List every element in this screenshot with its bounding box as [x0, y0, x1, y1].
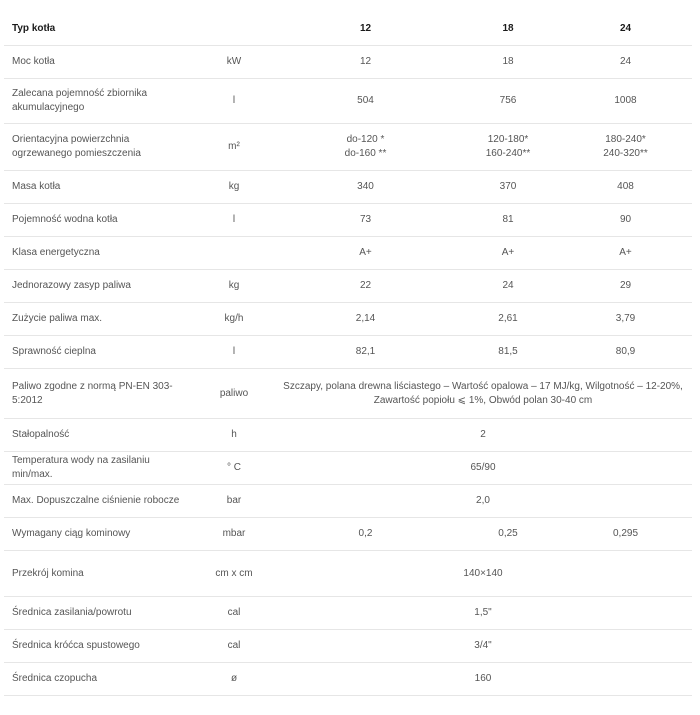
row-value: 82,1 [355, 346, 376, 357]
table-row [4, 336, 692, 369]
row-name: Średnica czopucha [12, 673, 98, 684]
table-row [4, 518, 692, 551]
row-value: 73 [359, 214, 372, 225]
row-unit: cm x cm [215, 567, 253, 579]
row-unit: l [232, 346, 236, 357]
row-value: 370 [499, 181, 517, 192]
row-unit: h [231, 429, 237, 440]
row-unit: kg [228, 181, 240, 192]
row-name: Orientacyjna powierzchnia ogrzewanego pomieszczenia [12, 134, 141, 159]
row-value: A+ [501, 247, 515, 258]
row-value: 24 [502, 280, 514, 291]
row-value: 81 [502, 214, 514, 225]
row-value [274, 133, 457, 161]
row-value: 29 [619, 280, 632, 291]
row-name: Jednorazowy zasyp paliwa [12, 280, 131, 291]
row-value: 12 [359, 56, 372, 67]
row-value-line: do-120 * [346, 134, 385, 145]
row-name: Zalecana pojemność zbiornika akumulacyjnego [12, 88, 148, 113]
row-name: Wymagany ciąg kominowy [12, 528, 131, 539]
row-unit: cal [227, 607, 241, 618]
row-value: 81,5 [498, 346, 518, 357]
row-value: 18 [502, 56, 514, 67]
row-value-line: 120-180* [487, 134, 529, 145]
row-name: Sprawność cieplna [12, 346, 96, 357]
row-value-line: do-160 ** [344, 148, 387, 159]
table-row [4, 551, 692, 597]
table-row [4, 124, 692, 171]
row-value [457, 133, 559, 161]
row-name: Max. Dopuszczalne ciśnienie robocze [12, 495, 180, 506]
row-value: 24 [619, 56, 632, 67]
row-unit: ø [230, 673, 238, 684]
row-name: Stałopalność [12, 429, 70, 440]
row-value: 408 [617, 181, 634, 192]
row-shared-value: 160 [474, 673, 492, 684]
row-value-line: 240-320** [603, 148, 648, 159]
row-unit: kg [228, 280, 240, 291]
row-unit: mbar [222, 528, 246, 539]
row-name: Masa kotła [12, 181, 61, 192]
header-label: Typ kotła [12, 22, 56, 34]
row-value: 90 [619, 214, 632, 225]
row-value [559, 133, 692, 161]
row-name: Temperatura wody na zasilaniu min/max. [12, 455, 150, 480]
row-value: 0,2 [358, 528, 373, 539]
table-row [4, 630, 692, 663]
row-value: 3,79 [615, 313, 636, 324]
table-header-row [4, 12, 692, 46]
row-shared-value: 140×140 [463, 567, 503, 579]
row-name: Klasa energetyczna [12, 247, 100, 258]
row-value: 22 [359, 280, 372, 291]
header-col-24: 24 [619, 22, 632, 34]
row-value-line: 180-240* [605, 134, 646, 145]
row-unit: cal [227, 640, 241, 651]
row-value: A+ [359, 247, 372, 258]
row-value: 504 [357, 95, 374, 106]
table-row [4, 204, 692, 237]
row-shared-value: 2 [480, 429, 486, 440]
table-row [4, 46, 692, 79]
row-unit: kg/h [224, 313, 244, 324]
table-row [4, 79, 692, 124]
row-name: Średnica zasilania/powrotu [12, 607, 132, 618]
row-shared-value: 3/4" [474, 640, 492, 651]
row-name: Pojemność wodna kotła [12, 214, 118, 225]
row-shared-value: 1,5" [474, 607, 492, 618]
row-unit: ° C [227, 462, 241, 473]
row-unit: l [232, 95, 236, 106]
table-row [4, 303, 692, 336]
table-row [4, 663, 692, 696]
row-value: 0,25 [498, 528, 518, 539]
row-unit: paliwo [219, 387, 249, 399]
row-shared-value: 2,0 [476, 495, 490, 506]
row-name: Moc kotła [12, 56, 55, 67]
row-value: 2,14 [355, 313, 376, 324]
row-name: Zużycie paliwa max. [12, 313, 103, 324]
row-value: 1008 [614, 95, 637, 106]
row-unit: kW [226, 56, 242, 67]
row-value: 2,61 [498, 313, 518, 324]
table-row [4, 452, 692, 485]
row-name: Paliwo zgodne z normą PN-EN 303-5:2012 [12, 380, 173, 406]
row-shared-value: 65/90 [470, 462, 496, 473]
header-col-18: 18 [502, 22, 514, 34]
row-value: 0,295 [612, 528, 639, 539]
table-row [4, 270, 692, 303]
spec-table [4, 12, 692, 696]
row-shared-value: Szczapy, polana drewna liściastego – Wartość opalowa – 17 MJ/kg, Wilgotność – 12-20%, Zawartość popiołu ⩽ 1%, Obwód polan 30-40 cm [283, 380, 683, 406]
table-row [4, 597, 692, 630]
row-unit: m² [228, 141, 240, 152]
row-value-line: 160-240** [485, 148, 531, 159]
table-body [4, 46, 692, 696]
row-value: 80,9 [615, 346, 636, 357]
row-name: Przekrój komina [12, 567, 84, 579]
table-row [4, 171, 692, 204]
row-value: A+ [619, 247, 632, 258]
table-row [4, 369, 692, 419]
row-unit: bar [226, 495, 242, 506]
table-row [4, 237, 692, 270]
header-col-12: 12 [359, 22, 372, 34]
table-row [4, 419, 692, 452]
row-name: Średnica króćca spustowego [12, 640, 140, 651]
row-unit: l [232, 214, 236, 225]
table-row [4, 485, 692, 518]
row-value: 756 [499, 95, 517, 106]
row-value: 340 [357, 181, 374, 192]
